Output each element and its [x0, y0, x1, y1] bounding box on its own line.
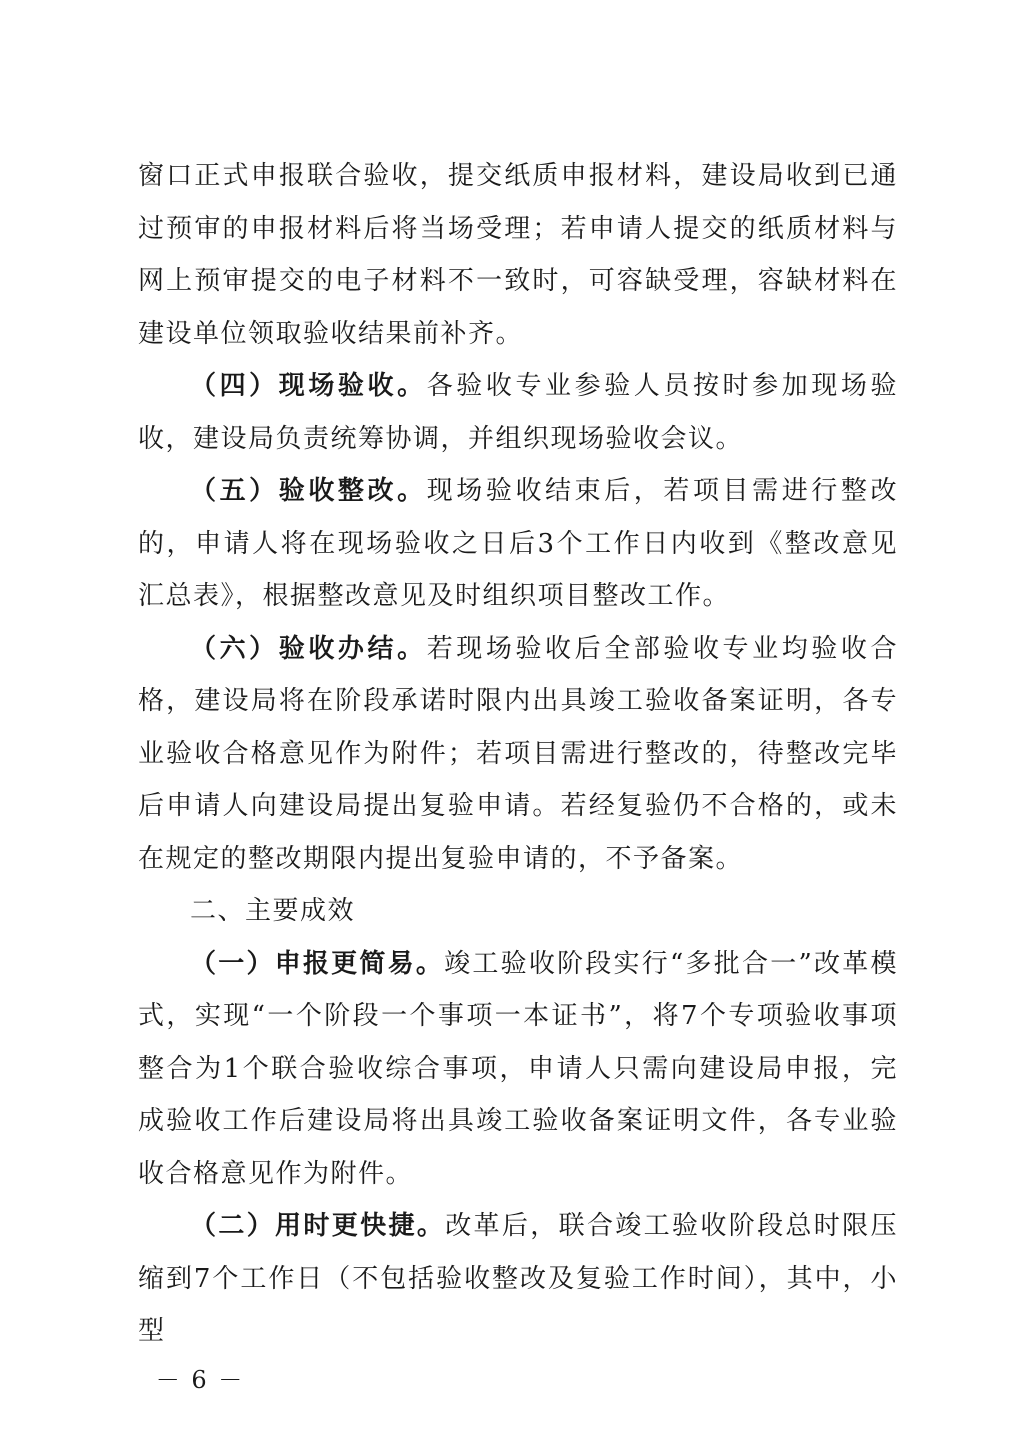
- page-number: － 6 －: [155, 1366, 245, 1394]
- paragraph-text: 现场验收结束后，若项目需进行整改的，申请人将在现场验收之日后3个工作日内收到《整改意见汇总表》，根据整改意见及时组织项目整改工作。: [138, 476, 898, 611]
- paragraph-title: （五）验收整改。: [190, 476, 427, 506]
- paragraph-simpler-application: [138, 938, 898, 1201]
- paragraph-completion: [138, 623, 898, 886]
- paragraph-text: 窗口正式申报联合验收，提交纸质申报材料，建设局收到已通过预审的申报材料后将当场受理；若申请人提交的纸质材料与网上预审提交的电子材料不一致时，可容缺受理，容缺材料在建设单位领取验收结果前补齐。: [138, 161, 898, 349]
- paragraph-faster-time: [138, 1200, 898, 1358]
- paragraph-title: （六）验收办结。: [190, 633, 427, 664]
- paragraph-application: [138, 150, 898, 360]
- paragraph-rectification: [138, 465, 898, 623]
- paragraph-text: 若现场验收后全部验收专业均验收合格，建设局将在阶段承诺时限内出具竣工验收备案证明，各专业验收合格意见作为附件；若项目需进行整改的，待整改完毕后申请人向建设局提出复验申请。若经复验仍不合格的，或未在规定的整改期限内提出复验申请的，不予备案。: [138, 633, 898, 874]
- paragraph-title: （一）申报更简易。: [190, 948, 445, 979]
- paragraph-text: 各验收专业参验人员按时参加现场验收，建设局负责统筹协调，并组织现场验收会议。: [138, 371, 898, 454]
- document-body: [138, 150, 898, 1358]
- section-heading: 二、主要成效: [190, 896, 356, 926]
- paragraph-onsite-inspection: [138, 360, 898, 465]
- paragraph-title: （四）现场验收。: [190, 371, 427, 401]
- paragraph-text: 竣工验收阶段实行“多批合一”改革模式，实现“一个阶段一个事项一本证书”，将7个专项验收事项整合为1个联合验收综合事项，申请人只需向建设局申报，完成验收工作后建设局将出具竣工验收备案证明文件，各专业验收合格意见作为附件。: [138, 948, 898, 1189]
- paragraph-title: （二）用时更快捷。: [190, 1211, 446, 1241]
- paragraph-text: 改革后，联合竣工验收阶段总时限压缩到7个工作日（不包括验收整改及复验工作时间），其中，小型: [138, 1211, 898, 1346]
